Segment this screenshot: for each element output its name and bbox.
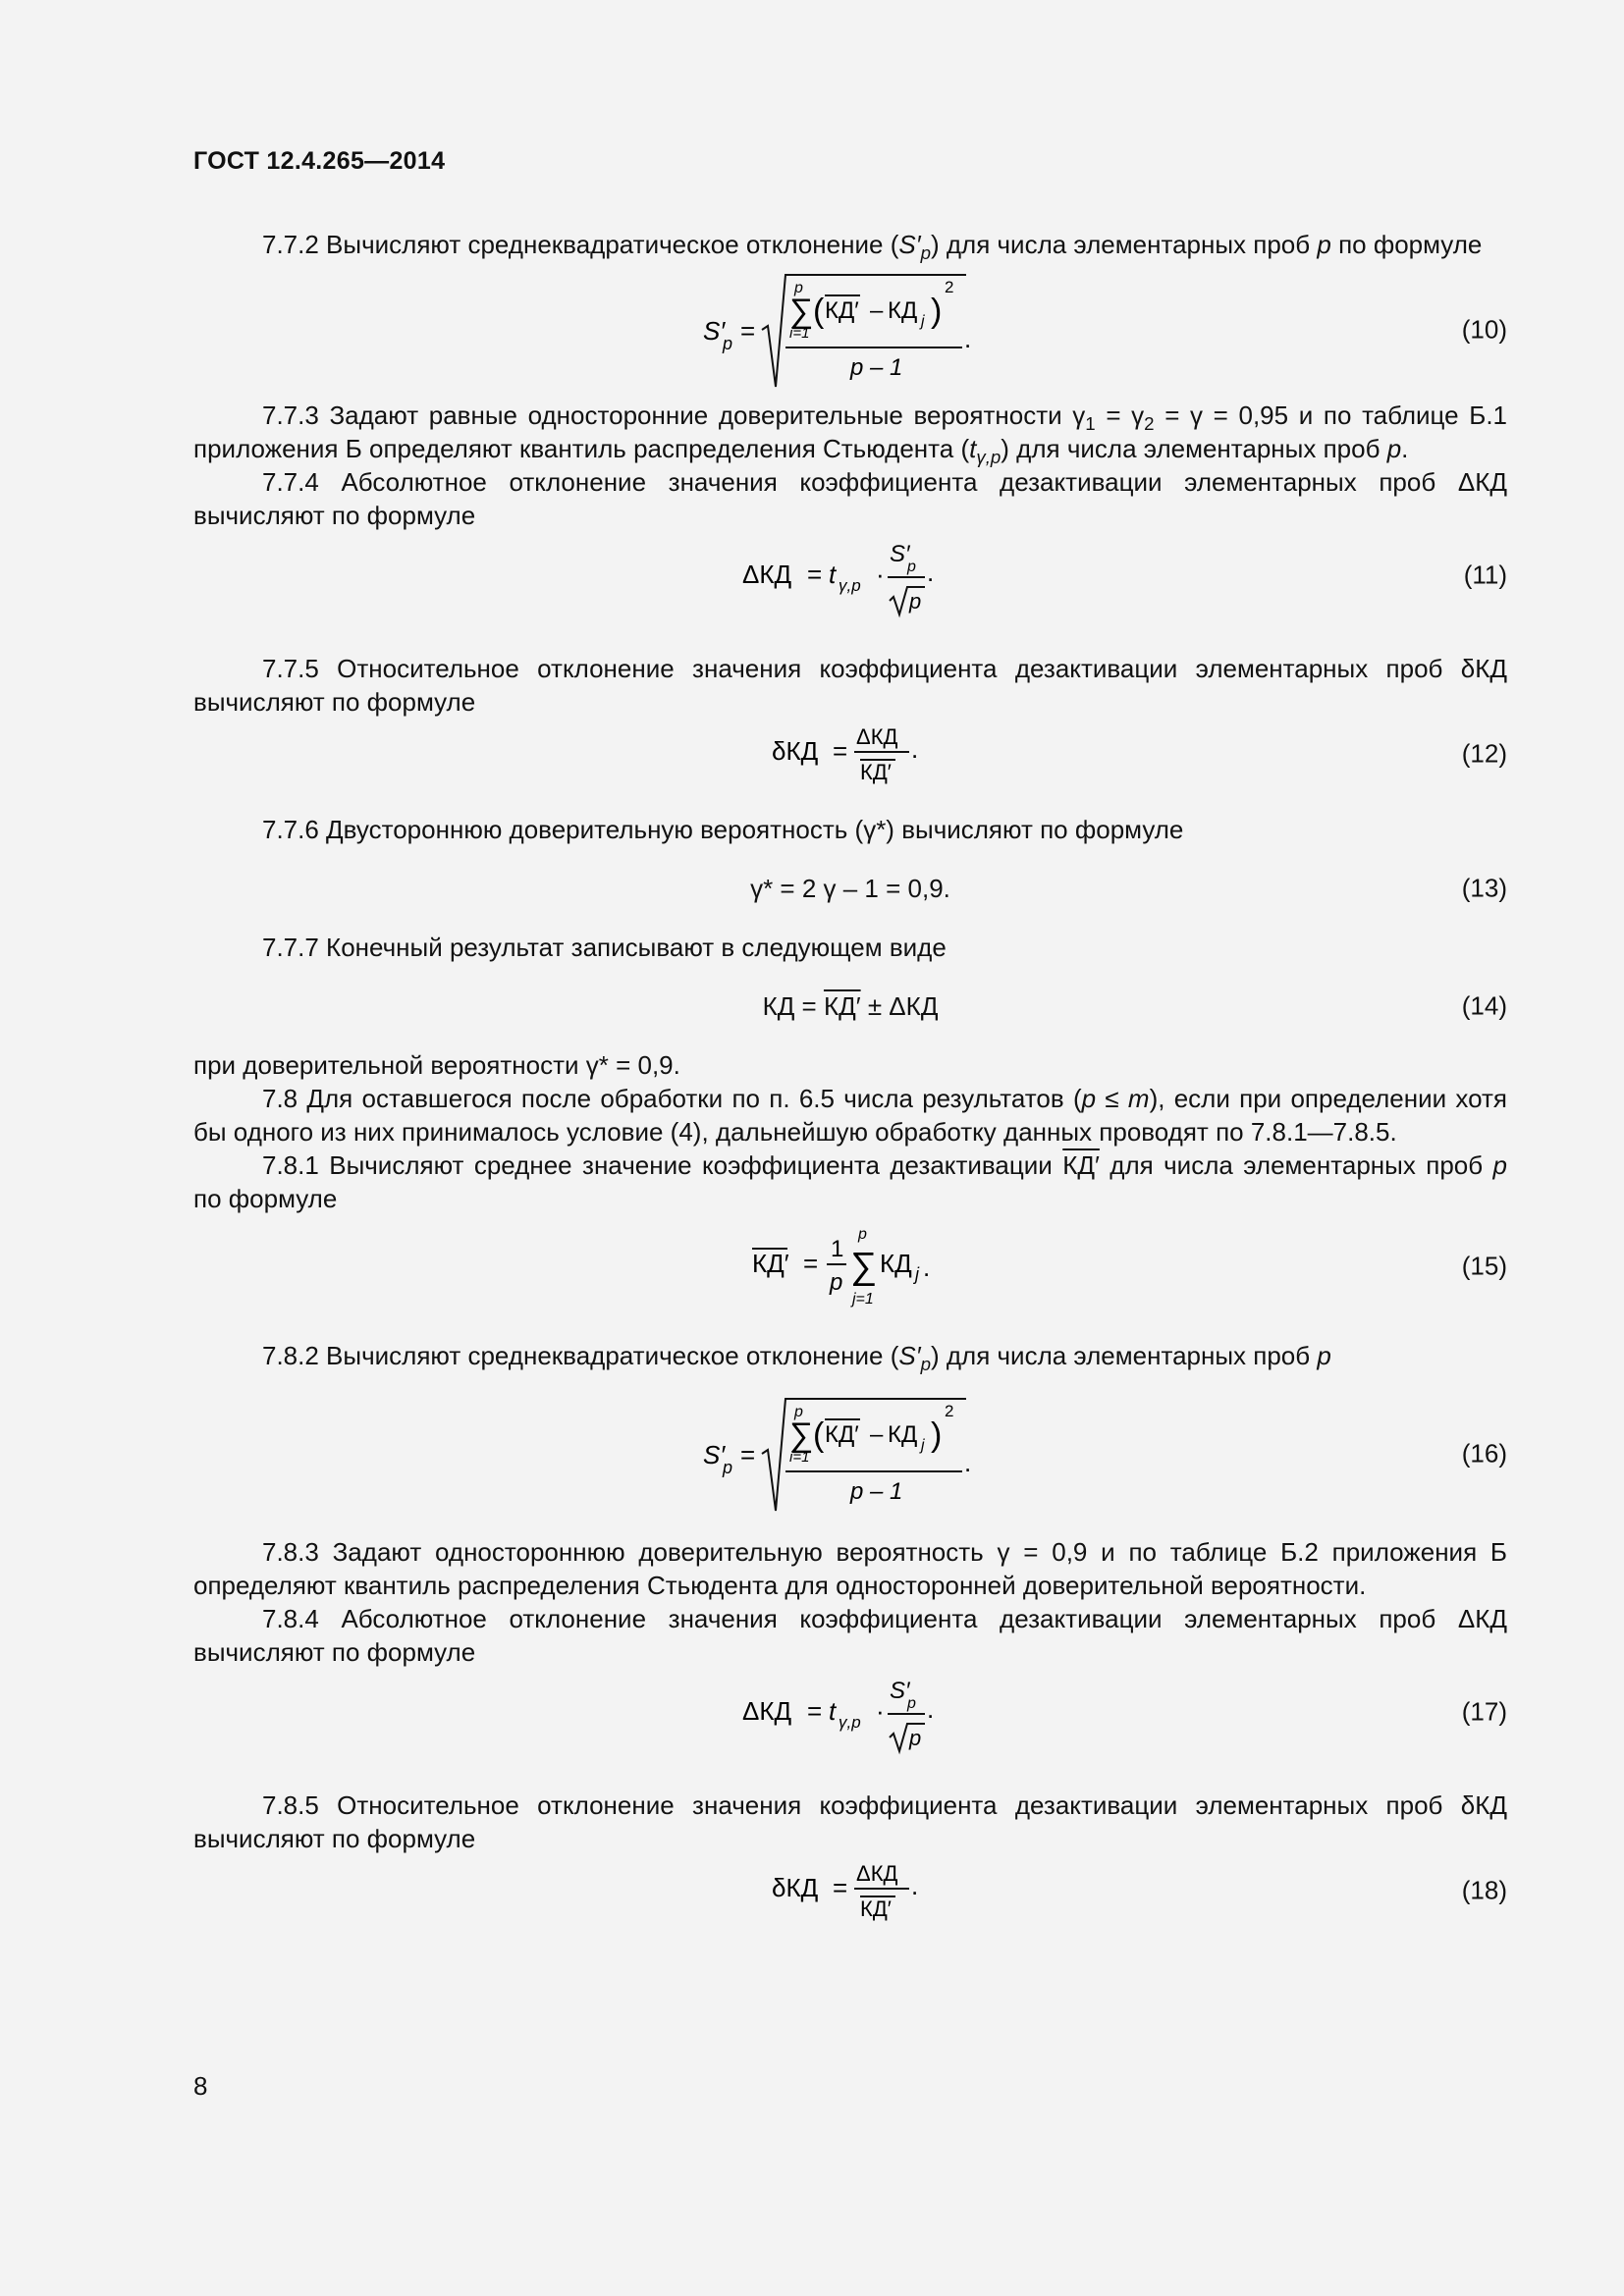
equation-15: [193, 1215, 1507, 1317]
paragraph-7-8-2: 7.8.2 Вычисляют среднеквадратическое отклонение $(S'_p)$ для числа элементарных проб p: [262, 1341, 1331, 1375]
formula-symbol: i=1: [789, 1449, 810, 1466]
equation-13: [193, 846, 1507, 931]
paren-open: (: [813, 293, 825, 330]
equation-number: (10): [1461, 314, 1507, 345]
formula-symbol: p: [858, 1226, 867, 1243]
page-number: 8: [193, 2071, 208, 2101]
paren-close: ): [931, 1416, 943, 1454]
formula-symbol: p: [907, 559, 916, 575]
formula-10-svg: [703, 261, 998, 399]
paragraph-7-8-3: 7.8.3 Задают одностороннюю доверительную вероятность γ = 0,9 и по таблице Б.2 приложения Б определяют квантиль распределения Стьюдента для односторонней доверительной вероятности.: [193, 1537, 1507, 1600]
formula-symbol: p: [723, 1458, 733, 1477]
formula-symbol: =: [803, 1249, 819, 1278]
formula-symbol: КД′: [860, 1896, 892, 1921]
formula-symbol: КД: [880, 1249, 912, 1278]
equation-11: [193, 532, 1507, 618]
formula-symbol: ·: [876, 1696, 885, 1726]
formula-15-svg: [752, 1215, 948, 1317]
equation-number: (17): [1461, 1696, 1507, 1727]
equation-18: [193, 1855, 1507, 1926]
formula-symbol: КД′: [752, 1249, 789, 1278]
formula-symbol: S′: [703, 1440, 726, 1469]
formula-symbol: ΔКД: [742, 560, 792, 589]
formula-symbol: ΔКД: [856, 724, 898, 749]
equation-16: [193, 1372, 1507, 1535]
formula-14: КД = КД′ ± ΔКД: [762, 990, 939, 1021]
paragraph-7-7-7: 7.7.7 Конечный результат записывают в следующем виде: [262, 933, 947, 962]
sum-sign: ∑: [789, 1416, 814, 1454]
equation-number: (15): [1461, 1251, 1507, 1281]
equation-number: (13): [1461, 873, 1507, 903]
equation-number: (18): [1461, 1875, 1507, 1905]
formula-symbol: ΔКД: [856, 1861, 898, 1886]
formula-symbol: δКД: [772, 736, 819, 766]
formula-symbol: p: [830, 1269, 843, 1296]
formula-symbol: S′: [890, 1678, 910, 1704]
formula-symbol: ΔКД: [742, 1696, 792, 1726]
formula-symbol: .: [964, 324, 972, 353]
formula-symbol: p: [723, 334, 733, 353]
formula-symbol: ·: [876, 560, 885, 589]
formula-symbol: t: [829, 1696, 837, 1726]
equation-number: (14): [1461, 990, 1507, 1021]
paragraph-7-8-4: 7.8.4 Абсолютное отклонение значения коэффициента дезактивации элементарных проб ΔКД вычисляют по формуле: [193, 1604, 1507, 1667]
document-body: [193, 228, 1507, 1926]
formula-symbol: γ,p: [839, 576, 861, 595]
paren-close: ): [931, 293, 943, 330]
sum-sign: ∑: [850, 1246, 878, 1287]
formula-symbol: 2: [945, 278, 954, 296]
formula-symbol: p: [909, 589, 922, 614]
equation-number: (12): [1461, 738, 1507, 769]
formula-18-svg: [772, 1855, 929, 1926]
formula-symbol: i=1: [789, 325, 810, 342]
formula-13: γ* = 2 γ – 1 = 0,9.: [750, 873, 950, 903]
document-header: ГОСТ 12.4.265—2014: [193, 147, 446, 175]
formula-symbol: p – 1: [850, 1478, 903, 1505]
formula-symbol: КД′: [825, 297, 859, 324]
formula-symbol: j: [915, 1264, 919, 1284]
formula-11-svg: [742, 532, 958, 618]
formula-symbol: j=1: [852, 1291, 874, 1308]
formula-symbol: .: [964, 1448, 972, 1477]
paragraph-7-8-1: 7.8.1 Вычисляют среднее значение коэффициента дезактивации КД′ для числа элементарных проб p по формуле: [193, 1150, 1508, 1213]
paren-open: (: [813, 1416, 825, 1454]
minus-sign: –: [870, 297, 884, 324]
formula-symbol: j: [921, 313, 925, 330]
minus-sign: –: [870, 1421, 884, 1448]
formula-12-svg: [772, 719, 929, 789]
equation-number: (16): [1461, 1438, 1507, 1468]
formula-symbol: p – 1: [850, 354, 903, 381]
formula-symbol: γ,p: [839, 1713, 861, 1732]
paragraph-7-7-4: 7.7.4 Абсолютное отклонение значения коэффициента дезактивации элементарных проб ΔКД вычисляют по формуле: [193, 467, 1507, 530]
equation-number: (11): [1463, 560, 1507, 590]
paragraph-7-7-3: 7.7.3 Задают равные односторонние доверительные вероятности $\gamma_1 = \gamma_2 = \gamma = 0,95$ и по таблице Б.1 приложения Б определяют квантиль распределения Стьюдента $(t_{\gamma,p})$ для числа элементарных проб p.: [193, 400, 1508, 468]
formula-symbol: =: [833, 736, 848, 766]
formula-symbol: =: [807, 1696, 823, 1726]
formula-symbol: δКД: [772, 1873, 819, 1902]
formula-symbol: КД: [888, 1421, 918, 1448]
equation-17: [193, 1669, 1507, 1755]
formula-symbol: =: [833, 1873, 848, 1902]
formula-symbol: p: [794, 280, 803, 296]
formula-symbol: 1: [831, 1236, 844, 1262]
paragraph-7-7-5: 7.7.5 Относительное отклонение значения коэффициента дезактивации элементарных проб δКД вычисляют по формуле: [193, 654, 1507, 717]
equation-10: [193, 261, 1507, 399]
formula-symbol: .: [927, 1694, 935, 1724]
formula-symbol: КД′: [825, 1421, 859, 1448]
formula-symbol: .: [927, 558, 935, 587]
formula-symbol: j: [921, 1437, 925, 1454]
equation-14: [193, 964, 1507, 1048]
formula-symbol: .: [911, 734, 919, 764]
formula-symbol: S′: [890, 541, 910, 567]
formula-symbol: p: [909, 1726, 922, 1750]
formula-symbol: КД′: [860, 760, 892, 784]
formula-symbol: КД: [888, 297, 918, 324]
formula-symbol: .: [923, 1253, 931, 1282]
formula-symbol: =: [740, 1440, 756, 1469]
paragraph-7-8: 7.8 Для оставшегося после обработки по п. 6.5 числа результатов (p ≤ m), если при определении хотя бы одного из них принималось условие (4), дальнейшую обработку данных проводят по 7.8.1—7.8.5.: [193, 1084, 1507, 1147]
paragraph-confidence: при доверительной вероятности γ* = 0,9.: [193, 1050, 680, 1080]
formula-symbol: =: [740, 316, 756, 346]
formula-symbol: p: [794, 1404, 803, 1420]
formula-17-svg: [742, 1669, 958, 1755]
formula-16-svg: [703, 1385, 998, 1522]
paragraph-7-7-2: 7.7.2 Вычисляют среднеквадратическое отклонение $(S'_p)$ для числа элементарных проб p по формуле: [262, 230, 1483, 264]
formula-symbol: 2: [945, 1402, 954, 1420]
formula-symbol: t: [829, 560, 837, 589]
formula-symbol: S′: [703, 316, 726, 346]
paragraph-7-8-5: 7.8.5 Относительное отклонение значения коэффициента дезактивации элементарных проб δКД вычисляют по формуле: [193, 1790, 1507, 1853]
equation-12: [193, 719, 1507, 789]
paragraph-7-7-6: 7.7.6 Двустороннюю доверительную вероятность (γ*) вычисляют по формуле: [262, 815, 1184, 844]
sum-sign: ∑: [789, 293, 814, 330]
formula-symbol: .: [911, 1871, 919, 1900]
formula-symbol: =: [807, 560, 823, 589]
formula-symbol: p: [907, 1695, 916, 1712]
